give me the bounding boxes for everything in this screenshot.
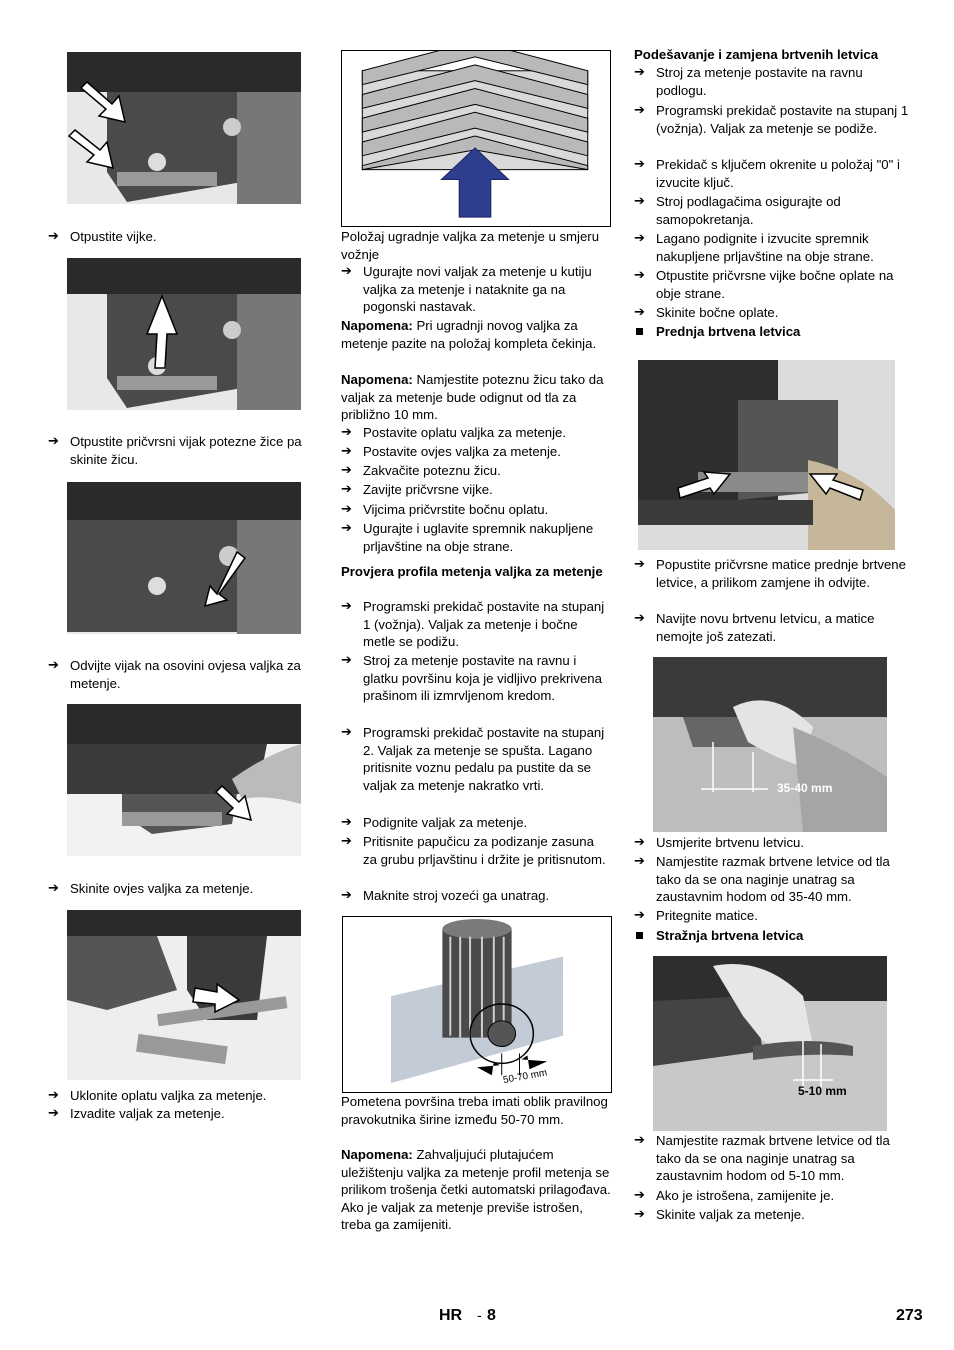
photo-suspension [67,704,301,856]
step-loosen-screws: ➔ Otpustite vijke. [48,229,157,244]
arrow-right-icon: ➔ [341,264,352,279]
photo-loosen-screws [67,52,301,204]
arrow-right-icon: ➔ [341,888,352,903]
step-fit-suspension: ➔ Postavite ovjes valjka za metenje. [341,444,561,459]
subheading-front-seal: Prednja brtvena letvica [634,323,914,341]
arrow-right-icon: ➔ [341,599,352,614]
step-insert-roller: ➔ Ugurajte novi valjak za metenje u kutiju valjka za metenje i nataknite ga na pogonski nastavak. [341,264,592,315]
step-fix-side-panel: ➔ Vijcima pričvrstite bočnu oplatu. [341,502,549,517]
step-hook-wire: ➔ Zakvačite poteznu žicu. [341,463,501,478]
arrow-right-icon: ➔ [634,1188,645,1203]
arrow-right-icon: ➔ [341,653,352,668]
arrow-right-icon: ➔ [341,482,352,497]
arrow-right-icon: ➔ [341,463,352,478]
step-fit-cover: ➔ Postavite oplatu valjka za metenje. [341,425,567,440]
arrow-right-icon: ➔ [48,881,59,896]
subheading-rear-seal: Stražnja brtvena letvica [634,927,914,945]
step-seal-2: ➔ Programski prekidač postavite na stupanj 1 (vožnja). Valjak za metenje se podiže. [634,103,909,136]
bullet-square-icon [636,932,643,939]
step-seal-5: ➔ Lagano podignite i izvucite spremnik nakupljene prljavštine na obje strane. [634,231,874,264]
arrow-right-icon: ➔ [634,854,645,869]
arrow-right-icon: ➔ [634,194,645,209]
step-front-seal-4: ➔ Namjestite razmak brtvene letvice od tla tako da se ona naginje unatrag sa zaustavnim hodom od 35-40 mm. [634,854,890,905]
step-unscrew-axle: ➔ Odvijte vijak na osovini ovjesa valjka za metenje. [48,658,301,691]
step-tighten-screws: ➔ Zavijte pričvrsne vijke. [341,482,493,497]
step-seal-1: ➔ Stroj za metenje postavite na ravnu podlogu. [634,65,863,98]
arrow-right-icon: ➔ [634,611,645,626]
step-profile-2: ➔ Stroj za metenje postavite na ravnu i glatku površinu koja je vidljivo prekrivena prašinom ili izmrvljenom kredom. [341,653,602,704]
bullet-square-icon [636,328,643,335]
rear-gap-label: 5-10 mm [798,1084,847,1098]
arrow-right-icon: ➔ [48,229,59,244]
step-seal-7: ➔ Skinite bočne oplate. [634,305,779,320]
arrow-right-icon: ➔ [634,305,645,320]
arrow-right-icon: ➔ [634,103,645,118]
caption-install-position: Položaj ugradnje valjka za metenje u smjeru vožnje [341,229,600,262]
photo-axle-screw [67,482,301,634]
step-front-seal-2: ➔ Navijte novu brtvenu letvicu, a matice nemojte još zatezati. [634,611,875,644]
arrow-right-icon: ➔ [634,65,645,80]
step-front-seal-5: ➔ Pritegnite matice. [634,908,758,923]
step-seal-6: ➔ Otpustite pričvrsne vijke bočne oplate na obje strane. [634,268,894,301]
arrow-right-icon: ➔ [48,1088,59,1103]
step-profile-6: ➔ Maknite stroj vozeći ga unatrag. [341,888,550,903]
photo-roller-cover [67,910,301,1080]
step-insert-hopper: ➔ Ugurajte i uglavite spremnik nakupljene prljavštine na obje strane. [341,521,594,554]
photo-front-seal-gap [653,657,887,832]
diagram-sweep-profile [342,916,612,1093]
step-remove-cover: ➔ Uklonite oplatu valjka za metenje. [48,1088,267,1103]
arrow-right-icon: ➔ [634,1133,645,1148]
step-rear-seal-3: ➔ Skinite valjak za metenje. [634,1207,805,1222]
step-front-seal-3: ➔ Usmjerite brtvenu letvicu. [634,835,805,850]
step-remove-wire: ➔ Otpustite pričvrsni vijak potezne žice pa skinite žicu. [48,434,302,467]
arrow-right-icon: ➔ [341,725,352,740]
arrow-right-icon: ➔ [634,157,645,172]
section-heading-seals: Podešavanje i zamjena brtvenih letvica [634,47,879,62]
arrow-right-icon: ➔ [634,1207,645,1222]
step-seal-4: ➔ Stroj podlagačima osigurajte od samopokretanja. [634,194,841,227]
arrow-right-icon: ➔ [634,908,645,923]
photo-pull-wire [67,258,301,410]
step-profile-5: ➔ Pritisnite papučicu za podizanje zasuna za grubu prljavštinu i držite je pritisnutom. [341,834,606,867]
front-gap-label: 35-40 mm [777,781,833,795]
step-rear-seal-1: ➔ Namjestite razmak brtvene letvice od tla tako da se ona naginje unatrag sa zaustavnim hodom od 5-10 mm. [634,1133,890,1184]
step-profile-4: ➔ Podignite valjak za metenje. [341,815,528,830]
arrow-right-icon: ➔ [341,834,352,849]
arrow-right-icon: ➔ [634,231,645,246]
step-profile-3: ➔ Programski prekidač postavite na stupanj 2. Valjak za metenje se spušta. Lagano pritisnite voznu pedalu pa pustite da se valjak za metenje nakratko vrti. [341,725,605,793]
photo-front-seal [638,360,895,550]
arrow-right-icon: ➔ [48,658,59,673]
step-remove-roller: ➔ Izvadite valjak za metenje. [48,1106,225,1121]
arrow-right-icon: ➔ [341,815,352,830]
step-front-seal-1: ➔ Popustite pričvrsne matice prednje brtvene letvice, a prilikom zamjene ih odvijte. [634,557,906,590]
arrow-right-icon: ➔ [634,268,645,283]
arrow-right-icon: ➔ [341,502,352,517]
sweep-width-label: 50-70 mm [502,1067,548,1087]
step-profile-1: ➔ Programski prekidač postavite na stupanj 1 (vožnja). Valjak za metenje i bočne metle se podižu. [341,599,605,650]
section-heading-profile: Provjera profila metenja valjka za metenje [341,564,603,579]
photo-rear-seal-gap [653,956,887,1131]
note-pull-wire: Napomena: Namjestite poteznu žicu tako da valjak za metenje bude odignut od tla za približno 10 mm. [341,372,604,423]
arrow-right-icon: ➔ [341,444,352,459]
note-bristles: Napomena: Pri ugradnji novog valjka za metenje pazite na položaj kompleta čekinja. [341,318,597,351]
step-seal-3: ➔ Prekidač s ključem okrenite u položaj "0" i izvucite ključ. [634,157,900,190]
footer-separator: - [477,1307,482,1323]
arrow-right-icon: ➔ [48,1106,59,1121]
footer-section-number: 8 [487,1307,496,1324]
note-floating-bearing: Napomena: Zahvaljujući plutajućem uležištenju valjka za metenje profil metenja se prilikom trošenja četki automatski prilagođava. Ako je valjak za metenje previše istrošen, treba ga zamijeniti. [341,1147,611,1233]
arrow-right-icon: ➔ [634,557,645,572]
arrow-right-icon: ➔ [48,434,59,449]
arrow-right-icon: ➔ [634,835,645,850]
arrow-right-icon: ➔ [341,521,352,536]
footer-language: HR [439,1307,463,1324]
step-remove-suspension: ➔ Skinite ovjes valjka za metenje. [48,881,254,896]
arrow-right-icon: ➔ [341,425,352,440]
step-rear-seal-2: ➔ Ako je istrošena, zamijenite je. [634,1188,835,1203]
diagram-roller-direction [341,50,611,227]
page-number: 273 [896,1307,923,1324]
caption-sweep-shape: Pometena površina treba imati oblik pravilnog pravokutnika širine između 50-70 mm. [341,1094,608,1127]
